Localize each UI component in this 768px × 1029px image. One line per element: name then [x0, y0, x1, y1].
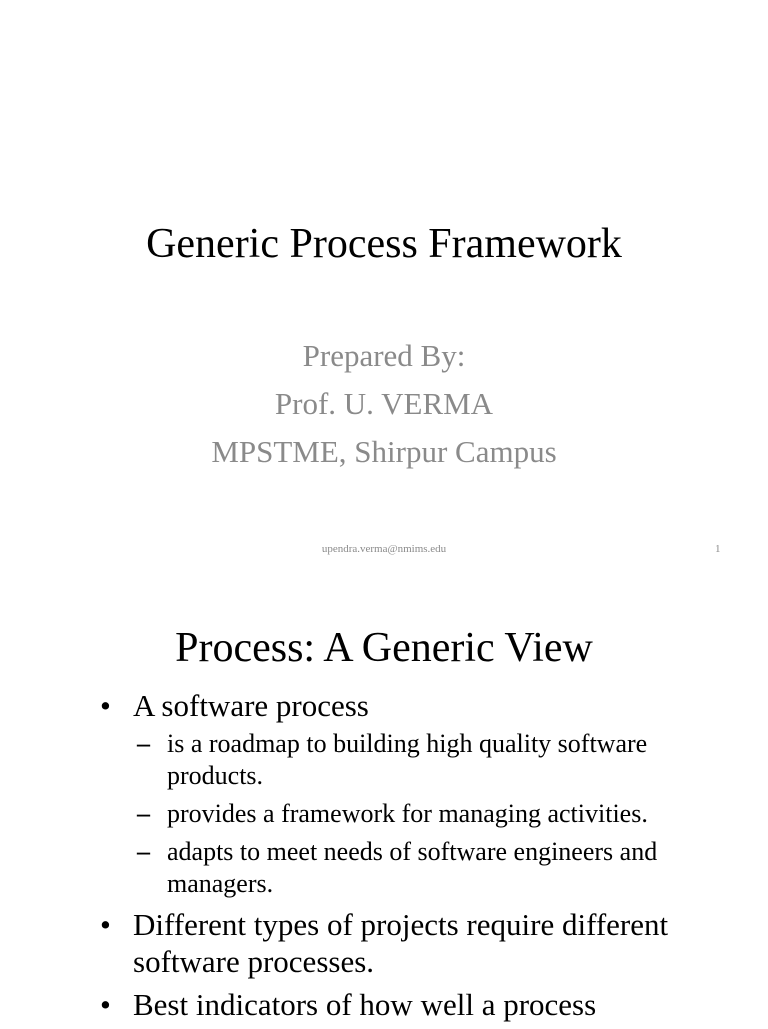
sub-bullet-text: provides a framework for managing activities. — [167, 799, 648, 828]
bullet-icon: • — [100, 688, 111, 723]
bullet-icon: • — [100, 987, 111, 1022]
slide-title: Generic Process Framework — [146, 221, 622, 267]
sub-bullet-text: is a roadmap to building high quality software products. — [167, 729, 648, 790]
author-affiliation: MPSTME, Shirpur Campus — [211, 434, 557, 469]
bullet-list — [100, 687, 740, 1029]
bullet-item — [100, 986, 740, 1023]
bullet-icon: • — [100, 907, 111, 942]
author-name: Prof. U. VERMA — [274, 386, 494, 421]
dash-icon: – — [137, 837, 150, 866]
sub-bullet-list — [133, 728, 740, 900]
prepared-by-label: Prepared By: — [302, 338, 466, 373]
slide-2 — [0, 575, 768, 1024]
dash-icon: – — [137, 799, 150, 828]
sub-bullet-item — [133, 728, 740, 792]
footer-email: upendra.verma@nmims.edu — [321, 543, 447, 555]
sub-bullet-item — [133, 836, 740, 900]
sub-bullet-item — [133, 798, 740, 830]
bullet-item — [100, 906, 740, 980]
sub-bullet-text: adapts to meet needs of software engineers and managers. — [167, 837, 658, 898]
bullet-text: A software process — [133, 688, 369, 723]
bullet-item — [100, 687, 740, 900]
page-number: 1 — [715, 543, 721, 555]
dash-icon: – — [137, 729, 150, 758]
bullet-text: Different types of projects require different software processes. — [133, 907, 669, 979]
author-block — [0, 332, 768, 476]
bullet-text: Best indicators of how well a process — [133, 987, 597, 1022]
slide-title: Process: A Generic View — [175, 625, 593, 671]
